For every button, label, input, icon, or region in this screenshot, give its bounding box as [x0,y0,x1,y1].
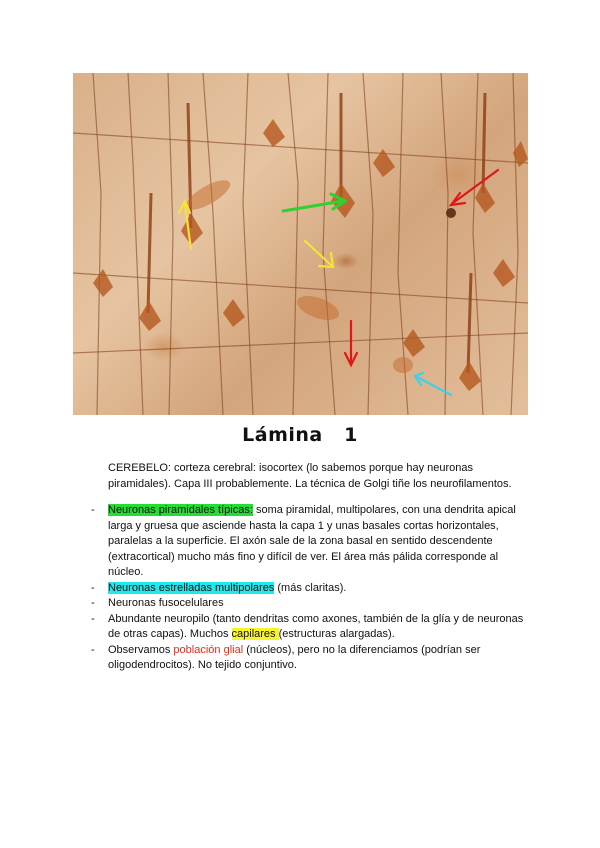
list-item-neuropil [91,612,531,643]
stellate-text: (más claritas). [274,581,347,594]
highlight-pyramidal: Neuronas piramidales típicas: [108,504,253,516]
intro-paragraph: CEREBELO: corteza cerebral: isocortex (lo sabemos porque hay neuronas piramidales). Capa III probablemente. La técnica de Golgi tiñe los neurofilamentos. [108,462,512,490]
notes-list [91,503,531,674]
micrograph-image [73,73,528,415]
micrograph-drawing [73,73,528,415]
bullet-dash: - [91,597,95,609]
list-item-stellate [91,581,531,597]
pyramidal-text: soma piramidal, multipolares, con una dendrita apical larga y gruesa que asciende hasta la capa 1 y unas basales cortas horizontales, paralelas a la superficie. El axón sale de la zona basal en sentido descendente (extracortical) mucho más fino y difícil de ver. El área más pálida corresponde al núcleo. [108,504,516,578]
neuropil-text: Abundante neuropilo (tanto dendritas como axones, también de la glía y de neuronas de otras capas). Muchos [108,612,524,640]
bullet-dash: - [91,643,95,656]
glia-before-text: Observamos [108,643,174,656]
list-item-pyramidal [91,503,531,581]
yellow-arrow-2 [305,241,331,265]
page-title: Lámina 1 [242,424,358,446]
list-item-fusiform [91,596,531,612]
bullet-dash: - [91,612,95,625]
list-item-glia [91,643,531,674]
highlight-stellate: Neuronas estrelladas multipolares [108,581,275,594]
capillaries-text: (estructuras alargadas). [278,628,395,640]
glial-population-text: población glial [173,643,244,656]
bullet-dash: - [91,504,95,516]
fusiform-text: Neuronas fusocelulares [108,597,224,609]
glia-text: (núcleos), pero no la diferenciamos (podrían ser oligodendrocitos). No tejido conjuntivo. [108,643,481,671]
bullet-dash: - [91,581,95,594]
highlight-capillaries: capilares [231,628,279,640]
